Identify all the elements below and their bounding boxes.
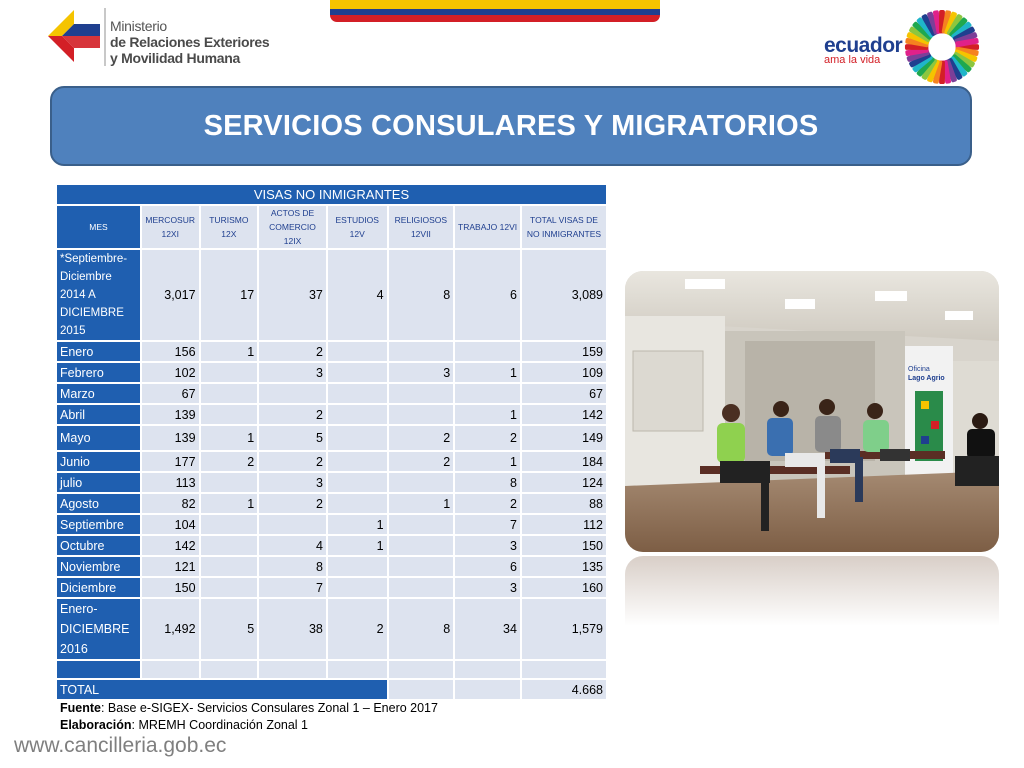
table-cell: [328, 661, 387, 678]
table-cell: 150: [142, 578, 199, 597]
table-cell: 5: [259, 426, 326, 450]
table-cell: 142: [142, 536, 199, 555]
table-cell: [201, 515, 258, 534]
table-cell: 104: [142, 515, 199, 534]
table-cell: 135: [522, 557, 606, 576]
table-cell: [201, 557, 258, 576]
header-trabajo: TRABAJO 12VI: [455, 206, 520, 248]
ministry-line-1: Ministerio: [110, 18, 167, 34]
table-cell: 5: [201, 599, 258, 659]
table-cell: 2: [389, 452, 454, 471]
table-row: [57, 536, 606, 555]
table-cell: [389, 473, 454, 492]
table-cell: 17: [201, 250, 258, 340]
table-cell: 112: [522, 515, 606, 534]
row-label-octubre: Octubre: [57, 536, 140, 555]
table-cell: 160: [522, 578, 606, 597]
table-cell: 34: [455, 599, 520, 659]
table-cell: 1: [455, 452, 520, 471]
table-cell: [328, 494, 387, 513]
ministry-line-2: de Relaciones Exteriores: [110, 34, 270, 50]
total-row: [57, 680, 606, 699]
table-cell: 109: [522, 363, 606, 382]
row-label-agosto: Agosto: [57, 494, 140, 513]
ecuador-brand-word: ecuador: [824, 34, 903, 57]
page-title: SERVICIOS CONSULARES Y MIGRATORIOS: [203, 109, 819, 142]
table-cell: [455, 680, 520, 699]
table-cell: 121: [142, 557, 199, 576]
table-cell: 1: [389, 494, 454, 513]
table-cell: 1: [455, 405, 520, 424]
table-row: [57, 494, 606, 513]
table-cell: 177: [142, 452, 199, 471]
ecuador-brand-tagline: ama la vida: [824, 54, 881, 66]
table-row: [57, 661, 606, 678]
row-label-julio: julio: [57, 473, 140, 492]
table-cell: [389, 342, 454, 361]
row-label-febrero: Febrero: [57, 363, 140, 382]
table-cell: [259, 384, 326, 403]
source-note: [60, 701, 438, 715]
table-cell: [328, 452, 387, 471]
table-row: [57, 578, 606, 597]
ministry-line-3: y Movilidad Humana: [110, 50, 240, 66]
row-label-periodo-2016: Enero-DICIEMBRE 2016: [57, 599, 140, 659]
table-cell: [522, 661, 606, 678]
table-cell: [328, 342, 387, 361]
source-text: : Base e-SIGEX- Servicios Consulares Zonal 1 – Enero 2017: [100, 701, 438, 715]
table-cell: [259, 661, 326, 678]
table-cell: 139: [142, 426, 199, 450]
table-cell: 2: [389, 426, 454, 450]
logo-divider: [104, 8, 106, 66]
table-cell: 6: [455, 557, 520, 576]
row-label-diciembre: Diciembre: [57, 578, 140, 597]
table-cell: 1: [328, 536, 387, 555]
table-cell: 149: [522, 426, 606, 450]
flag-stripe: [330, 0, 660, 22]
table-row: [57, 452, 606, 471]
row-label-septiembre: Septiembre: [57, 515, 140, 534]
row-label-blank: [57, 661, 140, 678]
table-cell: [389, 680, 454, 699]
table-cell: [201, 536, 258, 555]
ecuador-sun-logo-icon: [903, 8, 981, 86]
photo-reflection: [625, 556, 999, 626]
table-cell: [201, 384, 258, 403]
footer-url: www.cancilleria.gob.ec: [14, 734, 227, 757]
table-row: [57, 405, 606, 424]
table-cell: [201, 363, 258, 382]
table-row: [57, 426, 606, 450]
table-cell: [328, 557, 387, 576]
table-cell: 7: [259, 578, 326, 597]
table-cell: [328, 405, 387, 424]
table-cell: 82: [142, 494, 199, 513]
title-banner: [50, 86, 972, 166]
table-cell: [259, 515, 326, 534]
table-cell: 150: [522, 536, 606, 555]
header-mercosur: MERCOSUR 12XI: [142, 206, 199, 248]
table-cell: 2: [259, 494, 326, 513]
table-cell: 184: [522, 452, 606, 471]
row-label-period-2014-2015: *Septiembre-Diciembre 2014 A DICIEMBRE 2015: [57, 250, 140, 340]
table-cell: [389, 405, 454, 424]
table-cell: 88: [522, 494, 606, 513]
table-cell: [389, 536, 454, 555]
table-cell: [389, 578, 454, 597]
table-cell: [201, 661, 258, 678]
photo-sign-line-1: Oficina: [908, 366, 930, 373]
table-cell: [328, 426, 387, 450]
elaboration-text: : MREMH Coordinación Zonal 1: [131, 718, 309, 732]
table-row: [57, 599, 606, 659]
table-cell: 2: [259, 342, 326, 361]
photo-sign-line-2: Lago Agrio: [908, 375, 945, 382]
table-cell: [389, 557, 454, 576]
table-cell: 2: [455, 426, 520, 450]
table-cell: 1,492: [142, 599, 199, 659]
row-label-noviembre: Noviembre: [57, 557, 140, 576]
table-row: [57, 342, 606, 361]
row-label-junio: Junio: [57, 452, 140, 471]
table-cell: 1: [201, 426, 258, 450]
header-turismo: TURISMO 12X: [201, 206, 258, 248]
waiting-room-photo: [625, 271, 999, 552]
table-cell: 3: [455, 578, 520, 597]
table-cell: 1: [201, 342, 258, 361]
row-label-mayo: Mayo: [57, 426, 140, 450]
table-cell: 139: [142, 405, 199, 424]
table-row: [57, 384, 606, 403]
table-cell: 102: [142, 363, 199, 382]
table-cell: 2: [201, 452, 258, 471]
table-cell: 1,579: [522, 599, 606, 659]
table-cell: 3: [259, 473, 326, 492]
table-cell: 1: [201, 494, 258, 513]
table-cell: 6: [455, 250, 520, 340]
table-cell: 3: [259, 363, 326, 382]
table-cell: 4: [259, 536, 326, 555]
table-cell: 3: [455, 536, 520, 555]
table-cell: 8: [259, 557, 326, 576]
row-label-enero: Enero: [57, 342, 140, 361]
table-cell: [201, 578, 258, 597]
row-label-marzo: Marzo: [57, 384, 140, 403]
table-cell: 2: [455, 494, 520, 513]
table-cell: 2: [259, 452, 326, 471]
ministry-logo-icon: [44, 6, 104, 66]
table-cell: 37: [259, 250, 326, 340]
table-cell: 1: [455, 363, 520, 382]
elaboration-label: Elaboración: [60, 718, 132, 732]
table-cell: 67: [142, 384, 199, 403]
header-total: TOTAL VISAS DE NO INMIGRANTES: [522, 206, 606, 248]
table-cell: 3,017: [142, 250, 199, 340]
table-cell: 2: [259, 405, 326, 424]
table-cell: [328, 578, 387, 597]
table-cell: 159: [522, 342, 606, 361]
table-cell: [389, 384, 454, 403]
table-row: [57, 557, 606, 576]
header-religiosos: RELIGIOSOS 12VII: [389, 206, 454, 248]
table-cell: 7: [455, 515, 520, 534]
table-cell: 8: [389, 250, 454, 340]
table-cell: [389, 661, 454, 678]
table-caption: VISAS NO INMIGRANTES: [57, 185, 606, 204]
header-mes: MES: [57, 206, 140, 248]
table-cell: 124: [522, 473, 606, 492]
table-cell: [389, 515, 454, 534]
table-cell: [455, 661, 520, 678]
table-row: [57, 250, 606, 340]
table-cell: [328, 473, 387, 492]
table-row: [57, 363, 606, 382]
table-cell: 156: [142, 342, 199, 361]
table-cell: [201, 473, 258, 492]
table-cell: 2: [328, 599, 387, 659]
table-cell: [455, 384, 520, 403]
table-cell: 113: [142, 473, 199, 492]
table-cell: [328, 384, 387, 403]
table-cell: [455, 342, 520, 361]
table-cell: [201, 405, 258, 424]
table-cell: 67: [522, 384, 606, 403]
header-estudios: ESTUDIOS 12V: [328, 206, 387, 248]
table-cell: [328, 363, 387, 382]
ministry-name: [110, 18, 269, 66]
table-cell: 142: [522, 405, 606, 424]
visas-table: [55, 183, 608, 701]
table-cell: 8: [389, 599, 454, 659]
table-cell: 8: [455, 473, 520, 492]
table-cell: 1: [328, 515, 387, 534]
elaboration-note: [60, 718, 308, 732]
total-label: TOTAL: [57, 680, 387, 699]
source-label: Fuente: [60, 701, 101, 715]
row-label-abril: Abril: [57, 405, 140, 424]
table-cell: [142, 661, 199, 678]
table-cell: 3,089: [522, 250, 606, 340]
table-cell: 4: [328, 250, 387, 340]
table-cell: 3: [389, 363, 454, 382]
total-value: 4.668: [522, 680, 606, 699]
table-row: [57, 473, 606, 492]
header-actos-comercio: ACTOS DE COMERCIO 12IX: [259, 206, 326, 248]
table-row: [57, 515, 606, 534]
table-cell: 38: [259, 599, 326, 659]
